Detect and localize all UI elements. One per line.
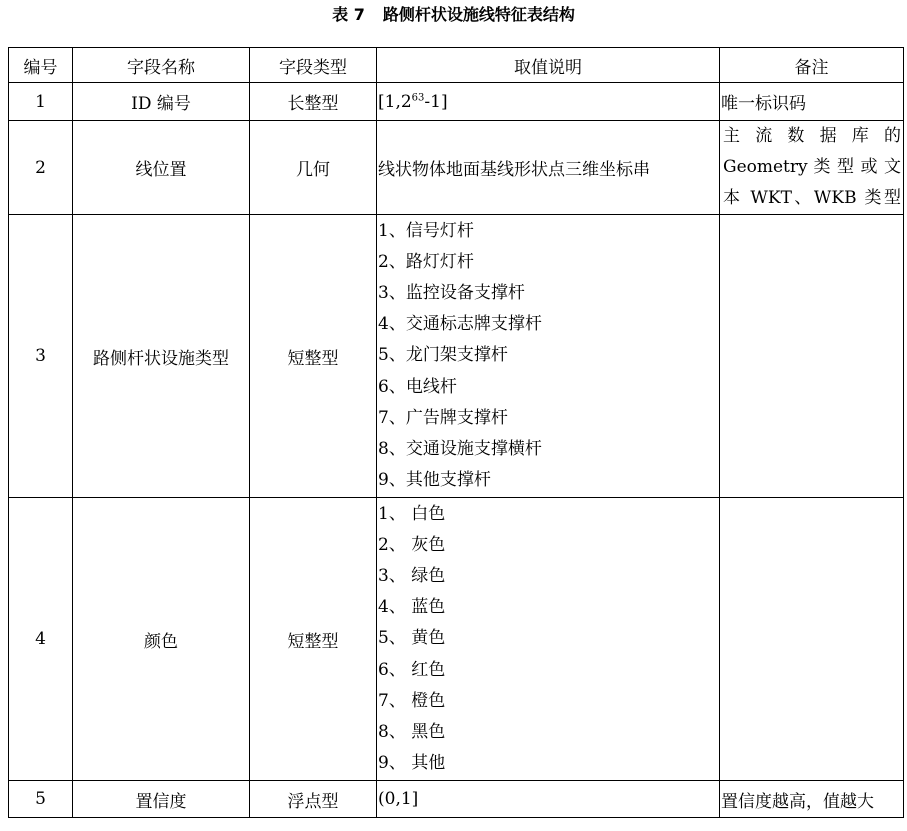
cell-remarks bbox=[720, 121, 904, 215]
list-item: 9、其他支撑杆 bbox=[378, 470, 491, 491]
table-row bbox=[9, 83, 904, 121]
list-item: 2、路灯灯杆 bbox=[378, 251, 474, 272]
cell-field-name: 路侧杆状设施类型 bbox=[73, 215, 250, 498]
remark-line: 主 流 数 据 库 的 bbox=[723, 126, 901, 146]
cell-remarks: 唯一标识码 bbox=[720, 83, 904, 121]
list-item: 8、交通设施支撑横杆 bbox=[378, 439, 542, 459]
list-item: 9、 其他 bbox=[378, 753, 446, 774]
field-structure-table bbox=[8, 47, 904, 818]
list-item: 8、 黑色 bbox=[378, 722, 446, 742]
list-item: 7、广告牌支撑杆 bbox=[378, 407, 508, 428]
cell-number: 1 bbox=[9, 83, 73, 121]
list-item: 6、 红色 bbox=[378, 659, 446, 680]
cell-field-name: 置信度 bbox=[73, 781, 250, 818]
table-row bbox=[9, 781, 904, 818]
value-range-suffix: -1] bbox=[424, 91, 448, 112]
cell-field-type: 浮点型 bbox=[250, 781, 377, 818]
cell-number: 4 bbox=[9, 498, 73, 781]
list-item: 3、 绿色 bbox=[378, 565, 446, 586]
cell-remarks bbox=[720, 498, 904, 781]
value-range-exponent: 63 bbox=[411, 91, 425, 103]
cell-number: 2 bbox=[9, 121, 73, 215]
list-item: 5、龙门架支撑杆 bbox=[378, 345, 508, 366]
header-field-name: 字段名称 bbox=[73, 48, 250, 83]
cell-remarks bbox=[720, 215, 904, 498]
cell-field-name: 颜色 bbox=[73, 498, 250, 781]
list-item: 5、 黄色 bbox=[378, 628, 446, 649]
cell-field-type: 短整型 bbox=[250, 215, 377, 498]
cell-number: 5 bbox=[9, 781, 73, 818]
cell-value-description: (0,1] bbox=[377, 781, 720, 818]
cell-value-description bbox=[377, 215, 720, 498]
cell-value-description: 线状物体地面基线形状点三维坐标串 bbox=[377, 121, 720, 215]
remark-line: Geometry 类 型 或 文 bbox=[723, 157, 901, 177]
cell-value-description bbox=[377, 498, 720, 781]
header-remarks: 备注 bbox=[720, 48, 904, 83]
table-row bbox=[9, 121, 904, 215]
list-item: 7、 橙色 bbox=[378, 690, 446, 711]
list-item: 4、 蓝色 bbox=[378, 597, 446, 618]
remark-line: 本 WKT、WKB 类型 bbox=[723, 188, 901, 208]
table-caption bbox=[0, 0, 907, 34]
table-number: 表 7 bbox=[332, 5, 365, 24]
list-item: 4、交通标志牌支撑杆 bbox=[378, 314, 542, 335]
table-row bbox=[9, 215, 904, 498]
list-item: 2、 灰色 bbox=[378, 534, 446, 555]
header-value-description: 取值说明 bbox=[377, 48, 720, 83]
header-row bbox=[9, 48, 904, 83]
value-range-prefix: [1,2 bbox=[378, 91, 412, 112]
cell-remarks: 置信度越高，值越大 bbox=[720, 781, 904, 818]
header-field-type: 字段类型 bbox=[250, 48, 377, 83]
cell-field-type: 几何 bbox=[250, 121, 377, 215]
table-row bbox=[9, 498, 904, 781]
cell-field-name: 线位置 bbox=[73, 121, 250, 215]
table-title: 路侧杆状设施线特征表结构 bbox=[382, 5, 575, 24]
header-number: 编号 bbox=[9, 48, 73, 83]
cell-field-type: 短整型 bbox=[250, 498, 377, 781]
list-item: 6、电线杆 bbox=[378, 376, 457, 397]
list-item: 1、信号灯杆 bbox=[378, 220, 474, 241]
cell-number: 3 bbox=[9, 215, 73, 498]
list-item: 1、 白色 bbox=[378, 503, 446, 524]
cell-field-name: ID 编号 bbox=[73, 83, 250, 121]
cell-field-type: 长整型 bbox=[250, 83, 377, 121]
cell-value-description bbox=[377, 83, 720, 121]
list-item: 3、监控设备支撑杆 bbox=[378, 282, 525, 303]
